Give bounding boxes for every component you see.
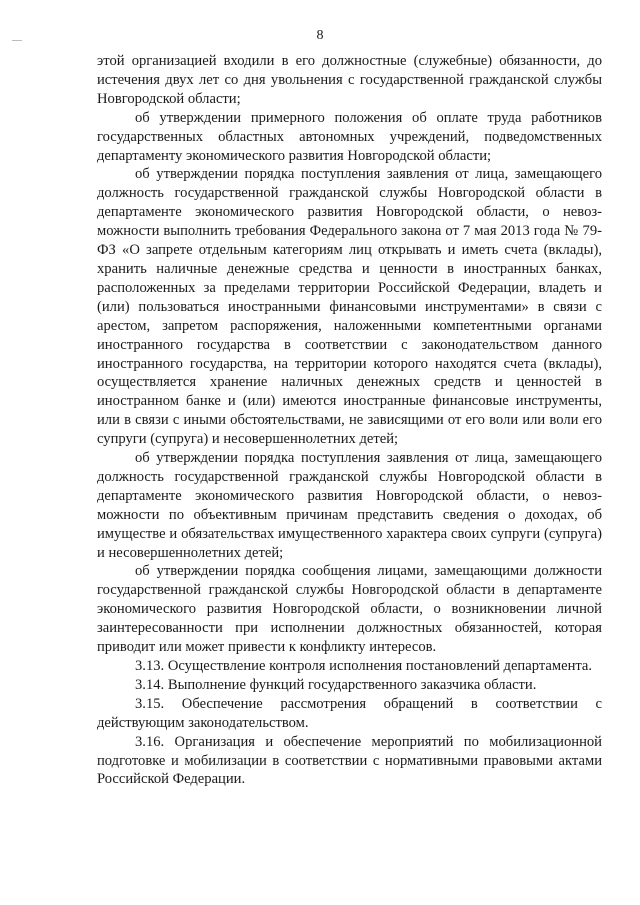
- document-body: [97, 52, 602, 789]
- paragraph: об утверждении порядка поступления заявления от лица, замещающего должность государственной гражданской службы Новгородской области в департаменте экономического развития Новгородской области, о невоз-можности выполнить требования Федерального закона от 7 мая 2013 года № 79-ФЗ «О запрете отдельным категориям лиц открывать и иметь счета (вклады), хранить наличные денежные средства и ценности в иностранных банках, расположенных за пределами территории Российской Федерации, владеть и (или) пользоваться иностранными финансовыми инструментами» в связи с арестом, запретом распоряжения, наложенными компетентными органами иностранного государства в соответствии с законодательством данного иностранного государства, на территории которого находятся счета (вклады), осуществляется хранение наличных денежных средств и ценностей в иностранном банке и (или) имеются иностранные финансовые инструменты, или в связи с иными обстоятельствами, не зависящими от его воли или воли его супруги (супруга) и несовершеннолетних детей;: [97, 166, 602, 448]
- paragraph: об утверждении порядка сообщения лицами, замещающими должности государственной гражданской службы Новгородской области в департаменте экономического развития Новгородской области, о возникновении личной заинтересованности при исполнении должностных обязанностей, которая приводит или может привести к конфликту интересов.: [97, 563, 602, 656]
- paragraph: 3.15. Обеспечение рассмотрения обращений в соответствии с действующим законодательством.: [97, 695, 602, 731]
- paragraph: об утверждении примерного положения об оплате труда работников государственных областных автономных учреждений, подведомственных департаменту экономического развития Новгородской области;: [97, 109, 602, 164]
- paragraph: об утверждении порядка поступления заявления от лица, замещающего должность государственной гражданской службы Новгородской области в департаменте экономического развития Новгородской области, о невоз-можности по объективным причинам представить сведения о доходах, об имуществе и обязательствах имущественного характера своих супруги (супруга) и несовершеннолетних детей;: [97, 450, 602, 561]
- paragraph: 3.16. Организация и обеспечение мероприятий по мобилизационной подготовке и мобилизации в соответствии с нормативными правовыми актами Российской Федерации.: [97, 733, 602, 788]
- paragraph: 3.14. Выполнение функций государственного заказчика области.: [135, 676, 537, 693]
- paragraph: этой организацией входили в его должностные (служебные) обязанности, до истечения двух лет со дня увольнения с государственной гражданской службы Новгородской области;: [97, 53, 602, 107]
- page-number: 8: [316, 28, 324, 43]
- paragraph: 3.13. Осуществление контроля исполнения постановлений департамента.: [135, 658, 593, 674]
